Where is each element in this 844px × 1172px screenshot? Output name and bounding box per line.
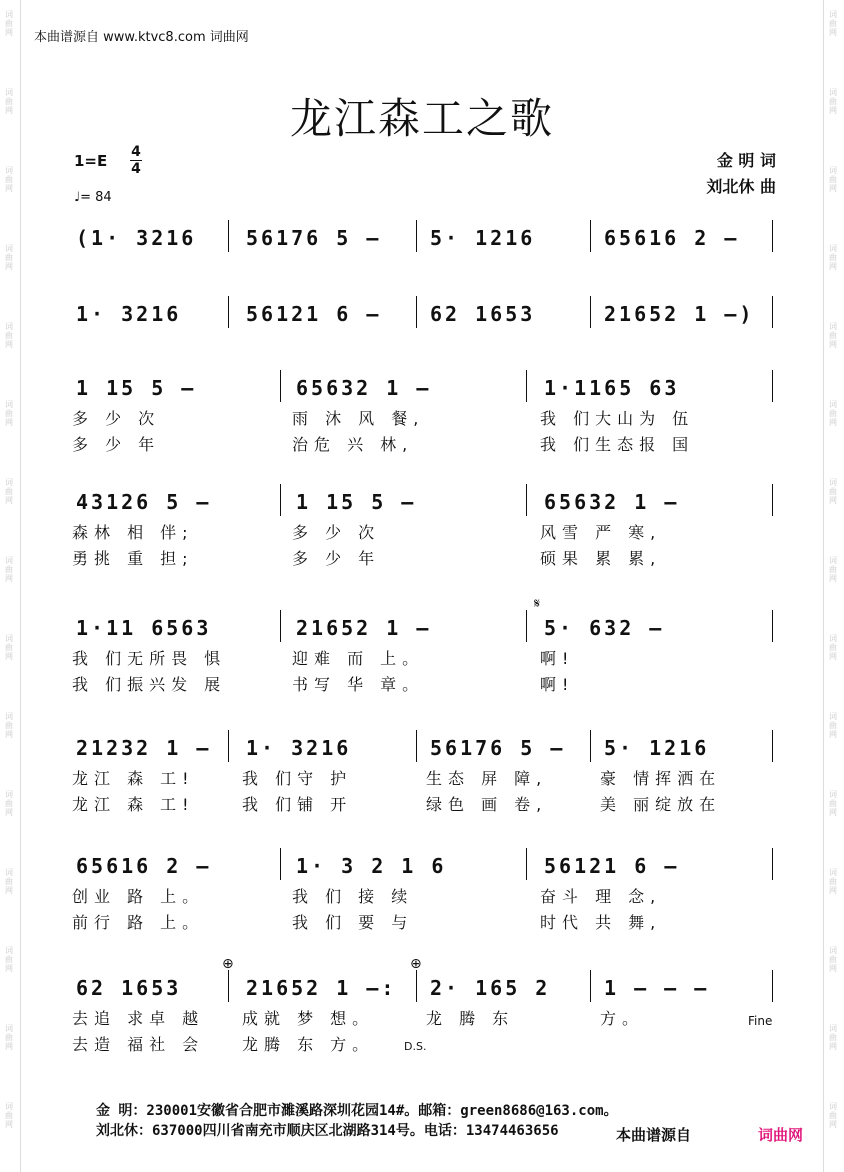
lyric-segment: 多 少 次 [72, 409, 161, 428]
lyric-line-2 [0, 546, 844, 568]
lyric-segment: 我 们铺 开 [242, 795, 353, 814]
measure: 1 15 5 – [76, 376, 197, 400]
notation-line [0, 976, 844, 1006]
side-watermark: 词曲网 [829, 790, 837, 817]
notation-line [0, 490, 844, 520]
lyric-segment: 绿色 画 卷, [426, 795, 548, 814]
barline [280, 610, 281, 642]
barline [772, 970, 773, 1002]
lyric-segment: 多 少 次 [292, 523, 381, 542]
side-watermark: 词曲网 [5, 868, 13, 895]
measure: 21652 1 –: [246, 976, 397, 1000]
measure: 56176 5 – [430, 736, 566, 760]
lyric-segment: 森林 相 伴; [72, 523, 194, 542]
barline [416, 730, 417, 762]
lyric-segment: 迎难 而 上。 [292, 649, 425, 668]
side-watermark: 词曲网 [829, 868, 837, 895]
barline [526, 484, 527, 516]
footer-line-2: 刘北休：637000四川省南充市顺庆区北湖路314号。电话：13474463656 [96, 1123, 559, 1139]
composer-credit: 刘北休 曲 [706, 177, 776, 196]
lyric-segment: 美 丽绽放在 [600, 795, 722, 814]
tempo-marking: ♩= 84 [74, 190, 112, 205]
coda-sign-2: ⊕ [410, 956, 422, 972]
lyric-segment: 风雪 严 寒, [540, 523, 662, 542]
side-watermark: 词曲网 [829, 1102, 837, 1129]
fine-mark: Fine [748, 1014, 773, 1028]
notation-line [0, 376, 844, 406]
tempo-value: = 84 [80, 190, 112, 205]
lyric-segment: 龙江 森 工! [72, 795, 195, 814]
lyric-line-2 [0, 792, 844, 814]
lyric-segment: 龙腾 东 方。 [242, 1035, 375, 1054]
side-watermark: 词曲网 [829, 322, 837, 349]
lyric-segment: 我 们 要 与 [292, 913, 414, 932]
side-watermark: 词曲网 [5, 88, 13, 115]
measure: 65632 1 – [544, 490, 680, 514]
side-watermark: 词曲网 [829, 478, 837, 505]
side-watermark: 词曲网 [5, 400, 13, 427]
measure: 1· 3216 [246, 736, 352, 760]
lyric-line-1 [0, 1006, 844, 1028]
lyric-segment: 我 们振兴发 展 [72, 675, 227, 694]
notation-line [0, 854, 844, 884]
lyric-segment: 我 们无所畏 惧 [72, 649, 227, 668]
side-watermark: 词曲网 [829, 166, 837, 193]
measure: 62 1653 [76, 976, 182, 1000]
lyric-line-1 [0, 406, 844, 428]
lyric-segment: 多 少 年 [292, 549, 381, 568]
barline [526, 610, 527, 642]
time-signature [130, 144, 142, 177]
measure: 1 15 5 – [296, 490, 417, 514]
side-watermark: 词曲网 [829, 10, 837, 37]
side-watermark: 词曲网 [5, 634, 13, 661]
side-watermark: 词曲网 [829, 634, 837, 661]
measure: 62 1653 [430, 302, 536, 326]
lyric-line-2 [0, 910, 844, 932]
lyric-segment: 我 们 接 续 [292, 887, 414, 906]
measure: (1· 3216 [76, 226, 197, 250]
lyric-segment: 龙江 森 工! [72, 769, 195, 788]
lyric-segment: 我 们大山为 伍 [540, 409, 695, 428]
notation-line [0, 736, 844, 766]
lyric-line-1 [0, 646, 844, 668]
barline [772, 370, 773, 402]
barline [526, 370, 527, 402]
measure: 65616 2 – [604, 226, 740, 250]
lyric-segment: 硕果 累 累, [540, 549, 662, 568]
side-watermark: 词曲网 [5, 322, 13, 349]
measure: 2· 165 2 [430, 976, 551, 1000]
measure: 21652 1 –) [604, 302, 755, 326]
barline [772, 296, 773, 328]
lyric-segment: 龙 腾 东 [426, 1009, 515, 1028]
lyric-segment: 去造 福社 会 [72, 1035, 205, 1054]
lyric-segment: 创业 路 上。 [72, 887, 205, 906]
side-watermark: 词曲网 [5, 166, 13, 193]
measure: 5· 1216 [430, 226, 536, 250]
barline [228, 730, 229, 762]
barline [280, 848, 281, 880]
lyricist-credit: 金 明 词 [716, 151, 776, 170]
measure: 5· 632 – [544, 616, 665, 640]
key-signature: 1=E [74, 152, 108, 170]
barline [772, 848, 773, 880]
side-watermark: 词曲网 [829, 400, 837, 427]
barline [772, 220, 773, 252]
lyric-segment: 多 少 年 [72, 435, 161, 454]
barline [590, 730, 591, 762]
meter-top: 4 [131, 144, 141, 160]
measure: 1 – – – [604, 976, 710, 1000]
barline [416, 296, 417, 328]
measure: 65632 1 – [296, 376, 432, 400]
side-watermark: 词曲网 [5, 10, 13, 37]
barline [228, 220, 229, 252]
ds-mark: D.S. [404, 1040, 427, 1053]
footer-line-1: 金 明：230001安徽省合肥市濉溪路深圳花园14#。邮箱：green8686@163.com。 [96, 1103, 618, 1119]
lyric-line-2 [0, 432, 844, 454]
barline [772, 484, 773, 516]
measure: 5· 1216 [604, 736, 710, 760]
coda-sign-1: ⊕ [222, 956, 234, 972]
watermark-site: 词曲网 [758, 1126, 804, 1144]
barline [590, 296, 591, 328]
lyric-line-1 [0, 766, 844, 788]
lyric-segment: 书写 华 章。 [292, 675, 425, 694]
lyric-segment: 豪 情挥洒在 [600, 769, 722, 788]
side-watermark: 词曲网 [829, 712, 837, 739]
lyric-segment: 成就 梦 想。 [242, 1009, 375, 1028]
barline [416, 220, 417, 252]
measure: 1· 3 2 1 6 [296, 854, 447, 878]
lyric-segment: 我 们守 护 [242, 769, 353, 788]
lyric-segment: 我 们生态报 国 [540, 435, 695, 454]
barline [590, 970, 591, 1002]
watermark-source: 本曲谱源自 [612, 1124, 695, 1145]
barline [280, 484, 281, 516]
song-title: 龙江森工之歌 [289, 94, 554, 143]
barline [526, 848, 527, 880]
barline [772, 610, 773, 642]
notation-line [0, 226, 844, 256]
lyric-segment: 啊! [540, 675, 575, 694]
side-watermark: 词曲网 [5, 244, 13, 271]
side-watermark: 词曲网 [829, 1024, 837, 1051]
side-watermark: 词曲网 [5, 712, 13, 739]
measure: 56176 5 – [246, 226, 382, 250]
measure: 21652 1 – [296, 616, 432, 640]
lyric-segment: 奋斗 理 念, [540, 887, 662, 906]
side-watermark: 词曲网 [5, 1024, 13, 1051]
measure: 21232 1 – [76, 736, 212, 760]
lyric-segment: 时代 共 舞, [540, 913, 662, 932]
barline [228, 296, 229, 328]
barline [280, 370, 281, 402]
lyric-segment: 前行 路 上。 [72, 913, 205, 932]
side-watermark: 词曲网 [5, 478, 13, 505]
measure: 56121 6 – [544, 854, 680, 878]
notation-line [0, 616, 844, 646]
side-watermark: 词曲网 [5, 790, 13, 817]
measure: 56121 6 – [246, 302, 382, 326]
measure: 65616 2 – [76, 854, 212, 878]
source-header: 本曲谱源自 www.ktvc8.com 词曲网 [34, 30, 249, 45]
notation-line [0, 302, 844, 332]
lyric-segment: 生态 屏 障, [426, 769, 548, 788]
side-watermark: 词曲网 [829, 88, 837, 115]
meter-bottom: 4 [131, 161, 141, 177]
measure: 1·11 6563 [76, 616, 212, 640]
barline [228, 970, 229, 1002]
lyric-segment: 方。 [600, 1009, 645, 1028]
barline [590, 220, 591, 252]
lyric-segment: 雨 沐 风 餐, [292, 409, 425, 428]
side-watermark: 词曲网 [829, 244, 837, 271]
lyric-segment: 治危 兴 林, [292, 435, 414, 454]
segno-sign: 𝄋 [534, 596, 541, 612]
lyric-line-1 [0, 520, 844, 542]
barline [416, 970, 417, 1002]
side-watermark: 词曲网 [829, 946, 837, 973]
measure: 43126 5 – [76, 490, 212, 514]
lyric-line-1 [0, 884, 844, 906]
barline [772, 730, 773, 762]
lyric-line-2 [0, 672, 844, 694]
measure: 1· 3216 [76, 302, 182, 326]
lyric-segment: 勇挑 重 担; [72, 549, 194, 568]
side-watermark: 词曲网 [5, 1102, 13, 1129]
measure: 1·1165 63 [544, 376, 680, 400]
side-watermark: 词曲网 [5, 946, 13, 973]
lyric-segment: 去追 求卓 越 [72, 1009, 205, 1028]
side-watermark: 词曲网 [829, 556, 837, 583]
lyric-segment: 啊! [540, 649, 575, 668]
side-watermark: 词曲网 [5, 556, 13, 583]
